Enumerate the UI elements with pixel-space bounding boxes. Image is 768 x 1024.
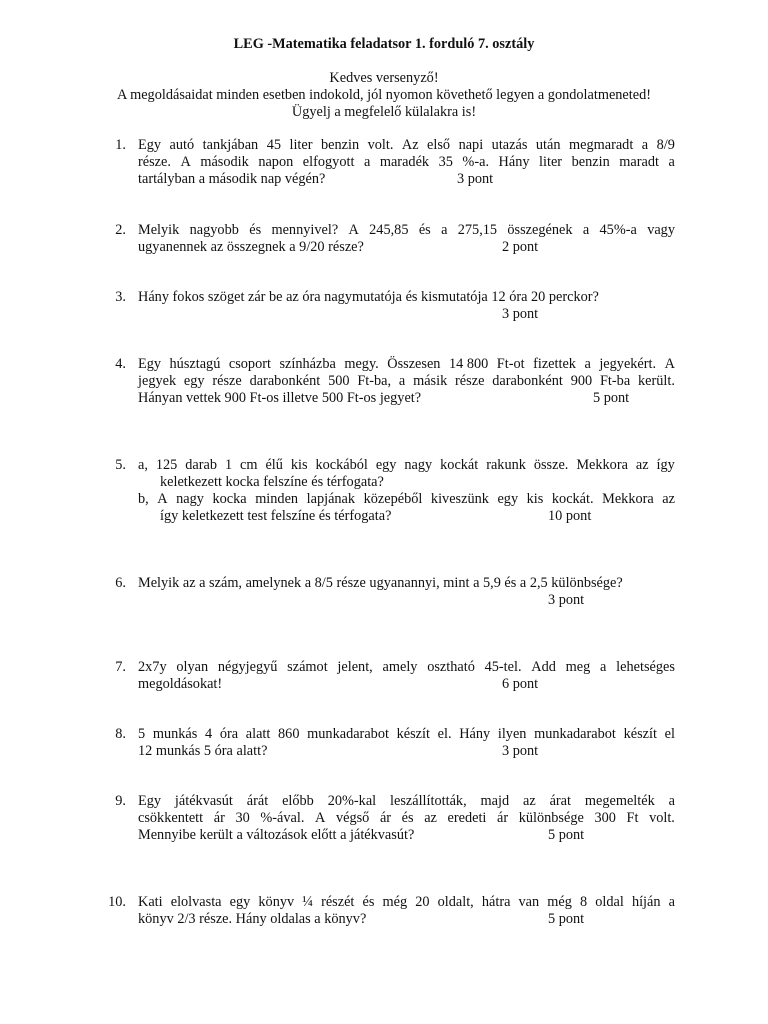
word: a, [138, 457, 148, 473]
word: a [441, 222, 448, 238]
word: négyjegyű [217, 659, 278, 675]
problem-line: tartályban a második nap végén? [138, 171, 326, 187]
word: az [662, 491, 675, 507]
word: az [635, 457, 649, 473]
word: a [668, 793, 675, 809]
word: fizettek [533, 356, 576, 372]
problem-line: 12 munkás 5 óra alatt? [138, 743, 268, 759]
word: húsztagú [169, 356, 221, 372]
word: kis [526, 491, 544, 507]
word: benzin [571, 154, 610, 170]
word: 45 [266, 137, 281, 153]
problem-line [138, 137, 675, 154]
word: 500 [328, 373, 350, 389]
points-label: 3 pont [548, 592, 585, 608]
problem-number: 5. [115, 457, 126, 473]
word: maradék [379, 154, 430, 170]
points-label: 2 pont [502, 239, 539, 255]
problem-number: 2. [115, 222, 126, 238]
word: ár [213, 810, 225, 826]
word: cm [240, 457, 258, 473]
word: élű [265, 457, 283, 473]
problem-number: 8. [115, 726, 126, 742]
word: elolvasta [170, 894, 222, 910]
problem-line [138, 222, 675, 239]
word: 5 [138, 726, 146, 742]
word: 4 [204, 726, 213, 742]
problem-line [138, 356, 675, 373]
word: meg [565, 659, 591, 675]
problem-number: 1. [115, 137, 126, 153]
word: egy [183, 373, 205, 389]
word: része [455, 373, 485, 389]
word: egy [375, 457, 397, 473]
word: eredeti [447, 810, 487, 826]
intro-note: Ügyelj a megfelelő külalakra is! [291, 104, 477, 120]
problem-line [138, 726, 675, 743]
intro-greeting: Kedves versenyző! [329, 70, 439, 86]
problem-number: 10. [108, 894, 126, 910]
word: Melyik [138, 222, 180, 238]
word: Összesen [387, 356, 441, 372]
word: oldalt, [437, 894, 474, 910]
word: ár [379, 810, 392, 826]
word: a [668, 894, 675, 910]
word: 245,85 [369, 222, 409, 238]
word: az [522, 793, 536, 809]
word: darabonként [492, 373, 563, 389]
problem-line [138, 373, 675, 390]
word: Ft-ot [496, 356, 525, 372]
word: leszállították, [390, 793, 467, 809]
problem-line [138, 154, 675, 171]
problem-text [138, 726, 675, 760]
word: színházba [279, 356, 336, 372]
problem-line: könyv 2/3 része. Hány oldalas a könyv? [138, 911, 367, 927]
word: Ft-ba, [357, 373, 392, 389]
word: végső [335, 810, 370, 826]
word: része. [138, 154, 171, 170]
word: és [249, 222, 262, 238]
problem-line [138, 659, 675, 676]
word: megemelték [584, 793, 655, 809]
word: óra [219, 726, 239, 742]
word: a [641, 137, 649, 153]
word: 300 [594, 810, 616, 826]
word: még [382, 894, 408, 910]
word: került. [637, 373, 675, 389]
word: kockából [315, 457, 368, 473]
word: árat [549, 793, 571, 809]
word: el [664, 726, 675, 742]
problem-line: Hány fokos szöget zár be az óra nagymutatója és kismutatója 12 óra 20 perckor? [138, 289, 599, 305]
word: el. [437, 726, 452, 742]
problem-text [138, 793, 675, 844]
problem-number: 7. [115, 659, 126, 675]
word: a [668, 154, 675, 170]
word: munkadarabot [307, 726, 389, 742]
word: részét [321, 894, 355, 910]
word: összegének [507, 222, 573, 238]
word: másik [413, 373, 448, 389]
problem-line: megoldásokat! [138, 676, 223, 692]
word: alatt [245, 726, 271, 742]
word: játékvasút [174, 793, 233, 809]
word: össze. [533, 457, 569, 473]
word: kiveszünk [430, 491, 489, 507]
word: munkás [152, 726, 198, 742]
word: 20 [415, 894, 430, 910]
word: A [180, 154, 191, 170]
word: számot [287, 659, 328, 675]
word: készít [623, 726, 657, 742]
word: Egy [138, 356, 162, 372]
word: Hány [459, 726, 491, 742]
word: része [212, 373, 242, 389]
word: lapjának [306, 491, 356, 507]
word: A [664, 356, 675, 372]
word: különbsége [518, 810, 584, 826]
word: 275,15 [457, 222, 498, 238]
problem-number: 4. [115, 356, 126, 372]
word: kocka [212, 491, 247, 507]
word: olyan [176, 659, 209, 675]
word: nagy [176, 491, 204, 507]
points-label: 3 pont [457, 171, 494, 187]
problem-number: 3. [115, 289, 126, 305]
word: ilyen [497, 726, 527, 742]
word: A [348, 222, 359, 238]
word: liter [539, 154, 563, 170]
intro-block [0, 70, 768, 121]
problem-text [138, 457, 675, 525]
word: nagy [404, 457, 433, 473]
word: 8 [580, 894, 588, 910]
word: van [518, 894, 540, 910]
word: Egy [138, 793, 162, 809]
word: A [315, 810, 326, 826]
word: ¼ [302, 894, 313, 910]
word: 860 [278, 726, 300, 742]
word: a [600, 659, 607, 675]
problem-line: ugyanennek az összegnek a 9/20 része? [138, 239, 364, 255]
word: %-ával. [260, 810, 305, 826]
problem-line [138, 810, 675, 827]
word: 45-tel. [484, 659, 522, 675]
problem-text [138, 894, 675, 928]
word: Mekkora [602, 491, 654, 507]
word: 30 [235, 810, 250, 826]
word: A [157, 491, 168, 507]
word: majd [480, 793, 510, 809]
problem-line [138, 793, 675, 810]
points-label: 5 pont [548, 911, 585, 927]
word: még [547, 894, 572, 910]
part-b-line [138, 491, 675, 508]
points-label: 5 pont [593, 390, 630, 406]
word: volt. [649, 810, 675, 826]
word: 35 [438, 154, 453, 170]
word: 20%-kal [327, 793, 377, 809]
word: így [656, 457, 675, 473]
word: kockát [440, 457, 479, 473]
word: lehetséges [616, 659, 675, 675]
problem-line: Mennyibe került a változások előtt a játékvasút? [138, 827, 415, 843]
word: Add [531, 659, 556, 675]
word: autó [169, 137, 195, 153]
word: ár [497, 810, 509, 826]
word: az [424, 810, 437, 826]
word: közepéből [363, 491, 423, 507]
word: darab [185, 457, 217, 473]
word: megy. [344, 356, 379, 372]
problem-line [138, 894, 675, 911]
word: 125 [155, 457, 178, 473]
word: elfogyott [302, 154, 355, 170]
points-label: 10 pont [548, 508, 592, 524]
word: napon [258, 154, 294, 170]
word: Kati [138, 894, 163, 910]
word: második [200, 154, 249, 170]
word: a [584, 356, 591, 372]
word: nagyobb [189, 222, 239, 238]
word: %-a. [462, 154, 490, 170]
word: Az [401, 137, 419, 153]
word: 900 [570, 373, 593, 389]
word: vagy [647, 222, 675, 238]
problem-number: 9. [115, 793, 126, 809]
word: és [362, 894, 375, 910]
points-label: 3 pont [502, 743, 539, 759]
word: amely [382, 659, 418, 675]
word: után [535, 137, 561, 153]
word: hátra [481, 894, 511, 910]
problem-line: Melyik az a szám, amelynek a 8/5 része ugyanannyi, mint a 5,9 és a 2,5 különbsége? [138, 575, 623, 591]
word: jegyekért. [599, 356, 657, 372]
part-a-line: keletkezett kocka felszíne és térfogata? [160, 474, 384, 490]
problem-text [138, 575, 675, 592]
word: rakunk [486, 457, 526, 473]
word: könyv [258, 894, 295, 910]
word: jelent, [337, 659, 373, 675]
word: 8/9 [656, 137, 675, 153]
word: egy [497, 491, 519, 507]
word: maradt [619, 154, 659, 170]
word: darabonként [249, 373, 321, 389]
points-label: 5 pont [548, 827, 585, 843]
word: 14 800 [448, 356, 489, 372]
points-label: 3 pont [502, 306, 539, 322]
points-label: 6 pont [502, 676, 539, 692]
part-b-line: így keletkezett test felszíne és térfogata? [160, 508, 392, 524]
word: 1 [224, 457, 233, 473]
problem-text [138, 137, 675, 188]
word: első [427, 137, 451, 153]
word: készít [396, 726, 430, 742]
word: jegyek [138, 373, 177, 389]
problem-number: 6. [115, 575, 126, 591]
word: volt. [367, 137, 394, 153]
word: benzin [320, 137, 360, 153]
word: b, [138, 491, 149, 507]
word: csökkentett [138, 810, 204, 826]
problem-text [138, 289, 675, 306]
problem-text [138, 659, 675, 693]
word: és [401, 810, 414, 826]
word: Ft-ba [599, 373, 631, 389]
word: minden [255, 491, 299, 507]
problem-line: Hányan vettek 900 Ft-os illetve 500 Ft-os jegyet? [138, 390, 422, 406]
word: és [418, 222, 431, 238]
word: liter [289, 137, 313, 153]
word: előbb [282, 793, 314, 809]
word: megmaradt [569, 137, 634, 153]
word: híján [631, 894, 661, 910]
word: tankjában [202, 137, 259, 153]
word: egy [229, 894, 251, 910]
word: a [363, 154, 371, 170]
word: Mekkora [576, 457, 628, 473]
word: Hány [498, 154, 530, 170]
word: árát [246, 793, 269, 809]
word: a [582, 222, 590, 238]
word: Egy [138, 137, 162, 153]
word: kis [290, 457, 308, 473]
word: mennyivel? [271, 222, 339, 238]
word: 2x7y [138, 659, 167, 675]
word: a [398, 373, 406, 389]
part-a-line [138, 457, 675, 474]
page-title: LEG -Matematika feladatsor 1. forduló 7. osztály [233, 36, 535, 52]
word: munkadarabot [534, 726, 616, 742]
problem-text [138, 222, 675, 256]
word: Ft [626, 810, 639, 826]
word: oldal [595, 894, 624, 910]
word: osztható [427, 659, 475, 675]
word: napi [458, 137, 484, 153]
word: kockát. [551, 491, 594, 507]
word: 45%-a [599, 222, 637, 238]
intro-instruction: A megoldásaidat minden esetben indokold, jól nyomon követhető legyen a gondolatmeneted! [116, 87, 652, 103]
word: csoport [228, 356, 271, 372]
word: utazás [491, 137, 528, 153]
